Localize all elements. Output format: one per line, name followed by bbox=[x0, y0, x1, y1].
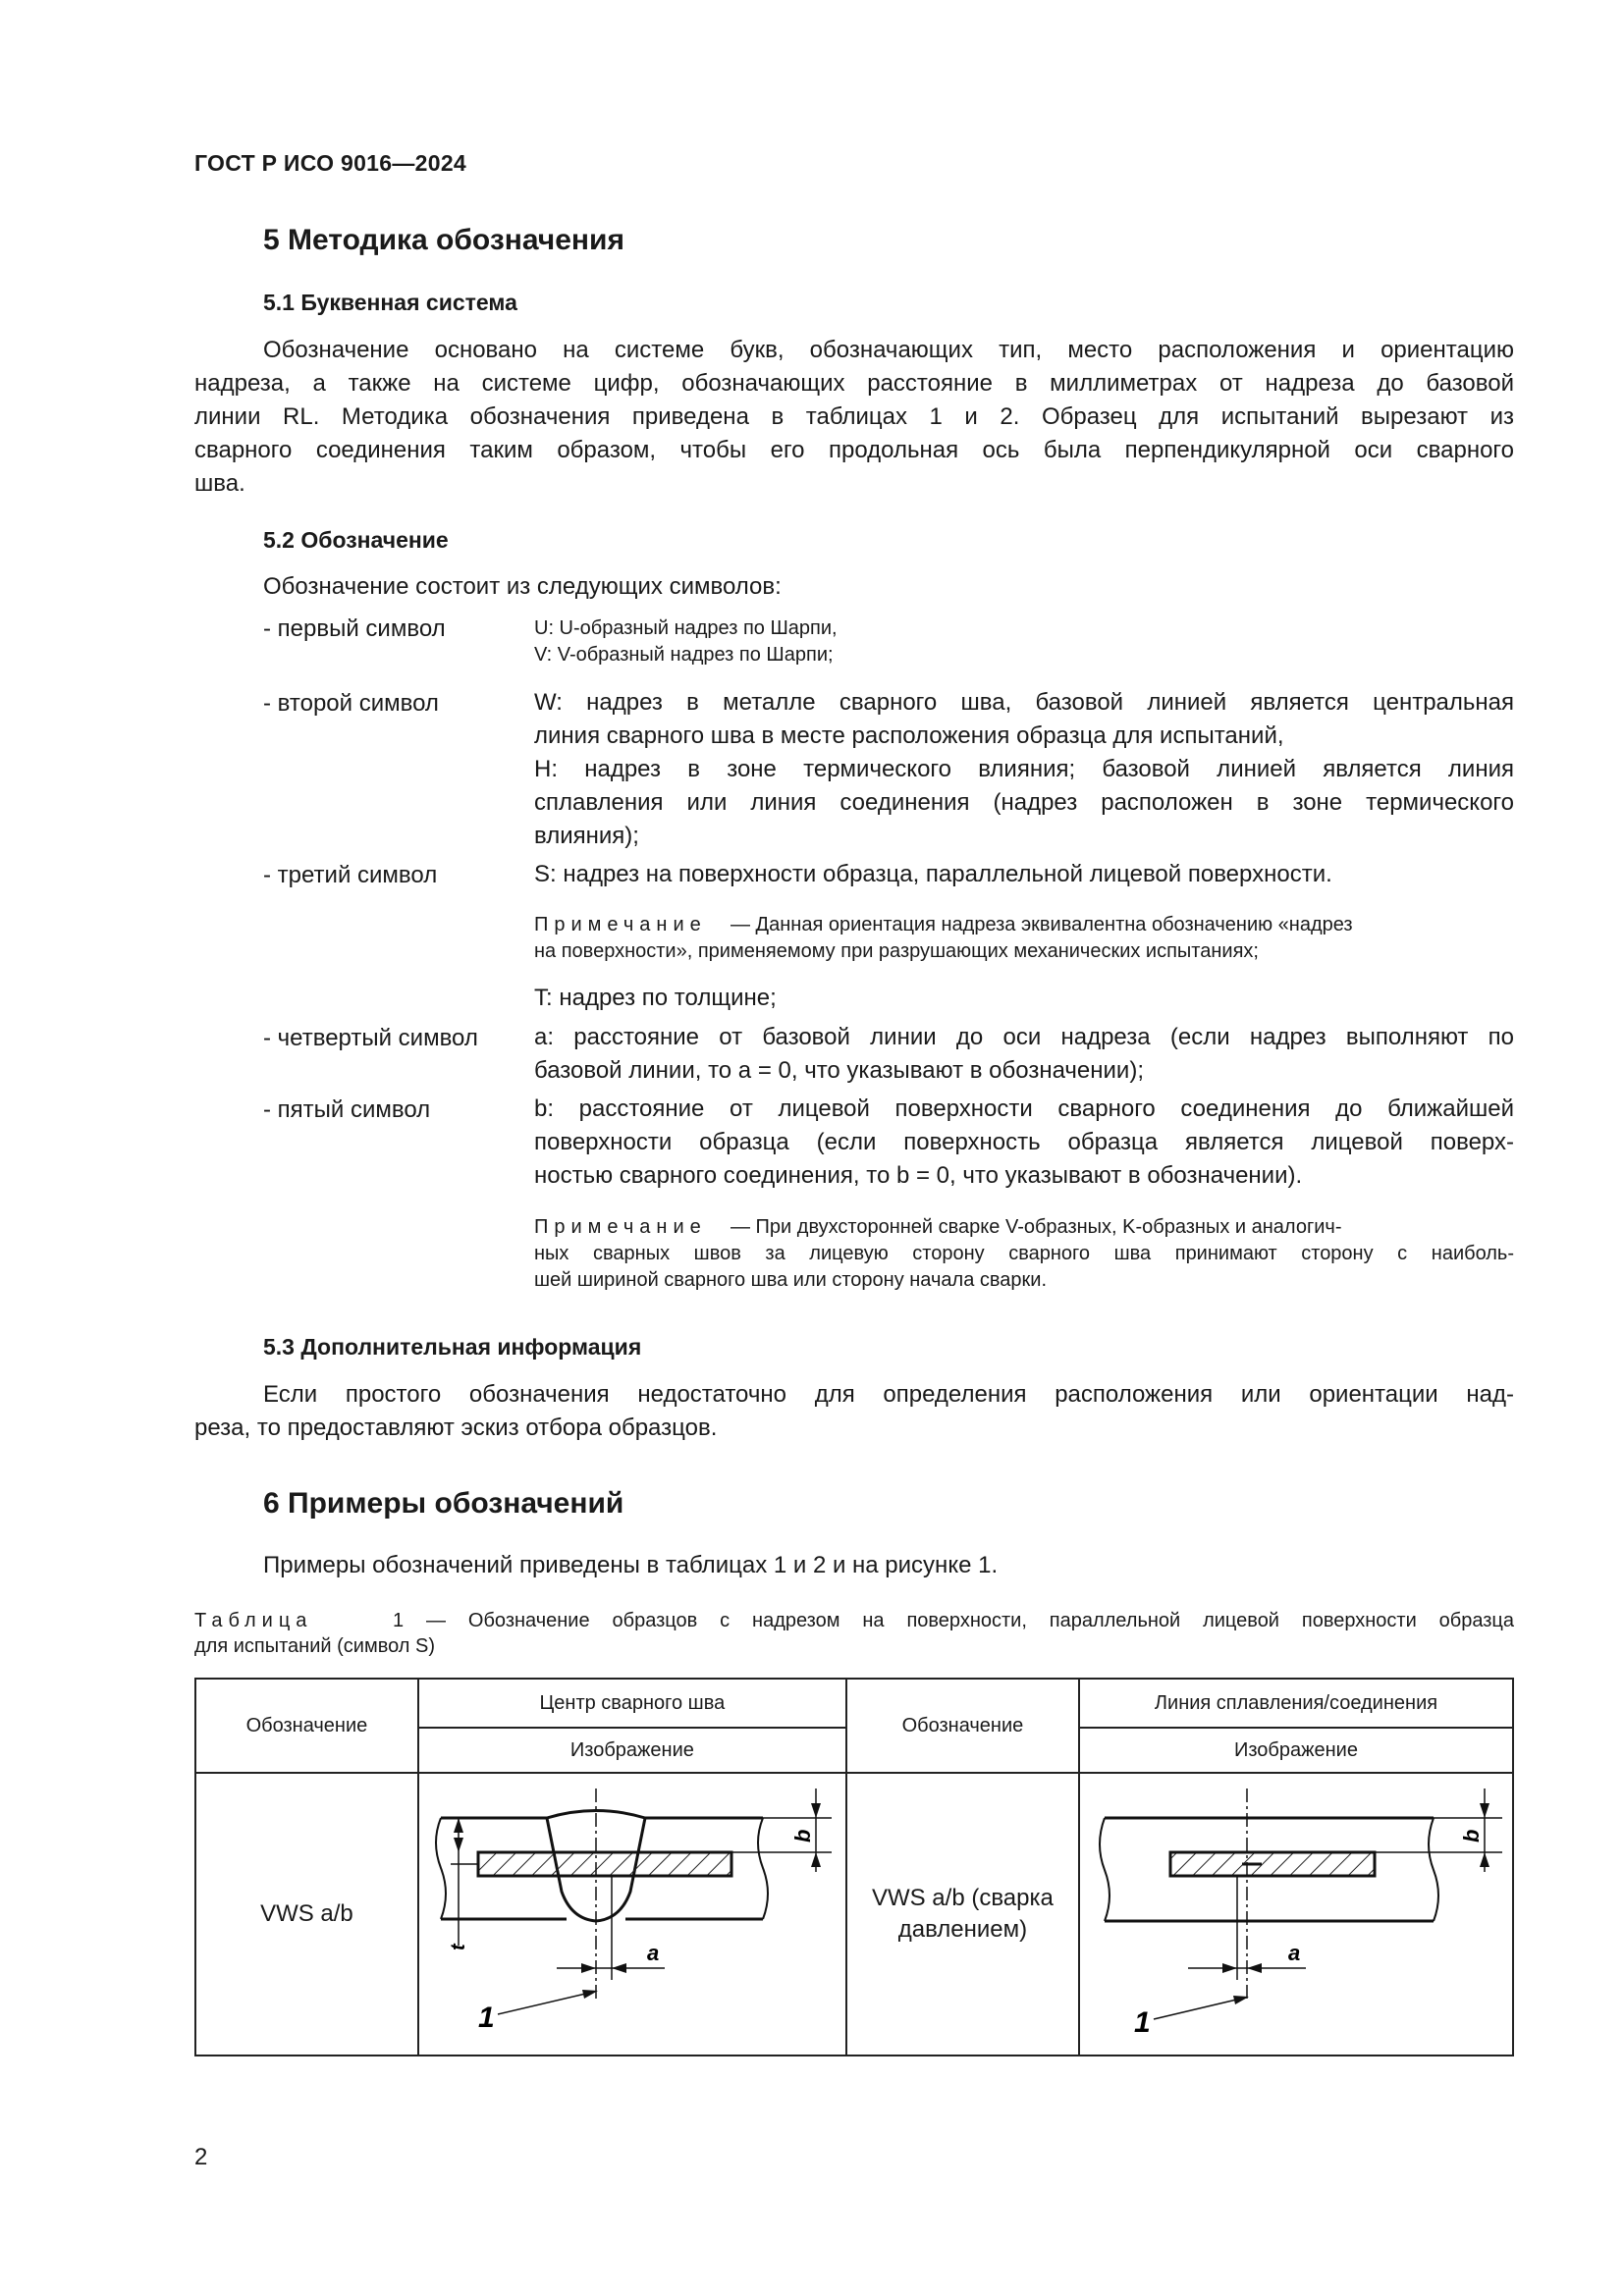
item-first-line-2: V: V-образный надрез по Шарпи; bbox=[534, 644, 834, 666]
label-a: a bbox=[646, 1941, 660, 1965]
item-second-line-2: линия сварного шва в месте расположения образца для испытаний, bbox=[534, 722, 1284, 749]
weld-center-diagram bbox=[419, 1774, 845, 2049]
item-fifth-line-3: ностью сварного соединения, то b = 0, что указывают в обозначении). bbox=[534, 1162, 1303, 1189]
th-fusion-line: Линия сплавления/соединения bbox=[1079, 1679, 1513, 1728]
note-1-line-1: — Данная ориентация надреза эквивалентна обозначению «надрез bbox=[731, 914, 1353, 935]
cell-vws-ab bbox=[195, 1773, 418, 2056]
item-label-fifth: - пятый символ bbox=[263, 1096, 431, 1123]
table-caption-line-1: 1 — Обозначение образцов с надрезом на поверхности, параллельной лицевой поверхности образца bbox=[393, 1610, 1514, 1631]
item-second-line-1: W: надрез в металле сварного шва, базовой линией является центральная bbox=[534, 689, 1514, 716]
s51-line-5: шва. bbox=[194, 470, 245, 497]
th-image-1: Изображение bbox=[418, 1728, 846, 1773]
item-label-third: - третий символ bbox=[263, 862, 438, 888]
designation-table bbox=[194, 1678, 1514, 2056]
item-t-line: T: надрез по толщине; bbox=[534, 985, 777, 1011]
th-designation-1: Обозначение bbox=[195, 1679, 418, 1773]
s51-line-1: Обозначение основано на системе букв, обозначающих тип, место расположения и ориентацию bbox=[263, 337, 1514, 363]
label-a-2: a bbox=[1287, 1941, 1301, 1965]
cell-vws-ab-pressure-text: VWS a/b (сварка давлением) bbox=[871, 1885, 1054, 1943]
item-fourth-line-2: базовой линии, то a = 0, что указывают в обозначении); bbox=[534, 1057, 1144, 1084]
table-caption-label: Таблица bbox=[194, 1610, 313, 1631]
figure-fusion-line bbox=[1079, 1773, 1513, 2056]
section-6-title: 6 Примеры обозначений bbox=[263, 1487, 624, 1520]
item-third-line-1: S: надрез на поверхности образца, параллельной лицевой поверхности. bbox=[534, 861, 1332, 887]
table-caption-line-2: для испытаний (символ S) bbox=[194, 1635, 435, 1657]
s51-line-2: надреза, а также на системе цифр, обозначающих расстояние в миллиметрах от надреза до базовой bbox=[194, 370, 1514, 397]
item-fifth-line-2: поверхности образца (если поверхность образца является лицевой поверх- bbox=[534, 1129, 1514, 1155]
section-5-3-title: 5.3 Дополнительная информация bbox=[263, 1334, 642, 1360]
s51-line-3: линии RL. Методика обозначения приведена в таблицах 1 и 2. Образец для испытаний вырезают из bbox=[194, 403, 1514, 430]
label-b-2: b bbox=[1458, 1829, 1484, 1842]
fusion-line-diagram bbox=[1080, 1774, 1512, 2049]
document-header: ГОСТ Р ИСО 9016—2024 bbox=[194, 150, 467, 176]
th-weld-center: Центр сварного шва bbox=[418, 1679, 846, 1728]
item-first-line-1: U: U-образный надрез по Шарпи, bbox=[534, 617, 838, 639]
s53-line-1: Если простого обозначения недостаточно для определения расположения или ориентации над- bbox=[263, 1381, 1514, 1408]
item-fourth-line-1: a: расстояние от базовой линии до оси надреза (если надрез выполняют по bbox=[534, 1024, 1514, 1050]
note-2-line-3: шей шириной сварного шва или сторону начала сварки. bbox=[534, 1269, 1048, 1291]
section-5-1-title: 5.1 Буквенная система bbox=[263, 290, 517, 315]
note-1-line-2: на поверхности», применяемому при разрушающих механических испытаниях; bbox=[534, 940, 1259, 962]
item-label-second: - второй символ bbox=[263, 690, 439, 717]
section-5-2-title: 5.2 Обозначение bbox=[263, 527, 449, 553]
item-label-first: - первый символ bbox=[263, 615, 446, 642]
label-1-2: 1 bbox=[1133, 2006, 1151, 2039]
section-5-title: 5 Методика обозначения bbox=[263, 224, 624, 256]
note-2-label: Примечание bbox=[534, 1216, 707, 1238]
page-number: 2 bbox=[194, 2144, 208, 2170]
item-fifth-line-1: b: расстояние от лицевой поверхности сварного соединения до ближайшей bbox=[534, 1095, 1514, 1122]
label-t: t bbox=[447, 1944, 469, 1950]
item-second-line-5: влияния); bbox=[534, 823, 639, 849]
cell-vws-ab-pressure bbox=[846, 1773, 1079, 2056]
item-label-fourth: - четвертый символ bbox=[263, 1025, 478, 1051]
label-1: 1 bbox=[477, 2002, 495, 2034]
note-1-label: Примечание bbox=[534, 914, 707, 935]
item-second-line-3: H: надрез в зоне термического влияния; базовой линией является линия bbox=[534, 756, 1514, 782]
s53-line-2: реза, то предоставляют эскиз отбора образцов. bbox=[194, 1415, 718, 1441]
s6-intro: Примеры обозначений приведены в таблицах 1 и 2 и на рисунке 1. bbox=[263, 1552, 999, 1578]
th-image-2: Изображение bbox=[1079, 1728, 1513, 1773]
note-2-line-1: — При двухсторонней сварке V-образных, K-образных и аналогич- bbox=[731, 1216, 1342, 1238]
cell-vws-ab-text: VWS a/b bbox=[260, 1900, 353, 1927]
s52-intro: Обозначение состоит из следующих символов: bbox=[263, 573, 782, 600]
item-second-line-4: сплавления или линия соединения (надрез расположен в зоне термического bbox=[534, 789, 1514, 816]
label-b: b bbox=[789, 1829, 815, 1842]
s51-line-4: сварного соединения таким образом, чтобы его продольная ось была перпендикулярной оси сварного bbox=[194, 437, 1514, 463]
th-designation-2: Обозначение bbox=[846, 1679, 1079, 1773]
figure-weld-center bbox=[418, 1773, 846, 2056]
note-2-line-2: ных сварных швов за лицевую сторону сварного шва принимают сторону с наиболь- bbox=[534, 1243, 1514, 1264]
